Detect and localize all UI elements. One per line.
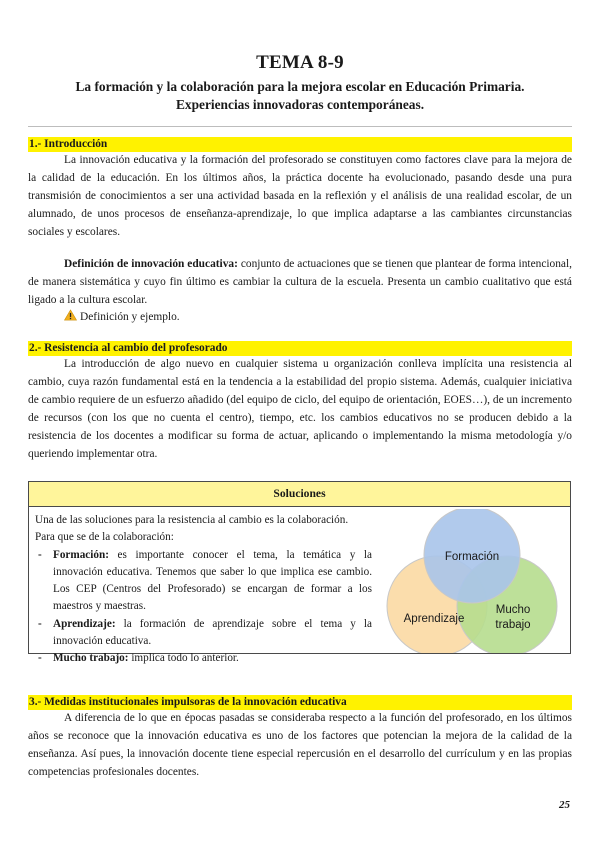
solution-term-mucho-trabajo: Mucho trabajo: [53,652,129,665]
venn-label-aprendizaje: Aprendizaje [403,613,465,625]
page-number: 25 [559,799,570,811]
subtitle-line-2: Experiencias innovadoras contemporáneas. [175,97,425,112]
solutions-intro-2: Para que se de la colaboración: [35,531,174,544]
section-heading-measures: 3.- Medidas institucionales impulsoras de la innovación educativa [28,695,572,710]
intro-paragraph [28,151,572,241]
warning-note [28,308,572,326]
measures-paragraph [28,709,572,781]
solutions-list-item [35,547,372,616]
venn-label-trabajo: trabajo [495,619,531,631]
solutions-list-item [35,650,372,667]
section-heading-introduction: 1.- Introducción [28,137,572,152]
resistance-paragraph-text: La introducción de algo nuevo en cualquier sistema u organización conlleva implícita una resistencia al cambio, cuya razón fundamental está en la tendencia a la estabilidad del propio sistema. Además, cualquier iniciativa de cambio requiere de un esfuerzo añadido (del equipo de ciclo, del equipo de orientación, EOES…), de un incremento de recursos (con los que no cuenta el centro), tiempo, etc. los cambios educativos no se producen debido a la resistencia de los docentes a modificar su forma de actuar, aplicando o implementando la misma metodología y/o queriendo implementar otra. [28,358,572,461]
solutions-text [35,512,372,668]
warning-icon [64,309,77,321]
warning-note-text: Definición y ejemplo. [80,311,180,323]
definition-paragraph [28,255,572,309]
solutions-heading: Soluciones [29,482,570,507]
page-title: TEMA 8-9 [256,52,344,73]
subtitle-line-1: La formación y la colaboración para la mejora escolar en Educación Primaria. [75,79,525,94]
solutions-box [28,481,571,665]
solution-term-formacion: Formación: [53,548,109,561]
intro-paragraph-text: La innovación educativa y la formación del profesorado se constituyen como factores clave para la mejora de la calidad de la educación. En los últimos años, la práctica docente ha evolucionado, pasando desde una pura transmisión de conocimientos a ser una actividad basada en la reflexión y el análisis de una realidad escolar, de un alumnado, de unos procesos de enseñanza-aprendizaje, lo que implica adaptarse a las cambiantes circunstancias sociales y escolares. [28,154,572,239]
venn-label-formacion: Formación [444,551,500,563]
solutions-list [35,547,372,668]
resistance-paragraph [28,355,572,464]
venn-diagram [374,509,570,653]
page-subtitle [40,78,560,114]
solutions-list-item [35,616,372,651]
solution-text-mucho-trabajo: implica todo lo anterior. [128,652,239,665]
section-heading-resistance: 2.- Resistencia al cambio del profesorado [28,341,572,356]
solution-text-aprendizaje: la formación de aprendizaje sobre el tema y la innovación educativa. [53,617,372,648]
definition-term: Definición de innovación educativa: [64,258,238,270]
venn-label-mucho: Mucho [495,604,531,616]
solutions-intro-1: Una de las soluciones para la resistencia al cambio es la colaboración. [35,514,349,526]
definition-text: conjunto de actuaciones que se tienen que plantear de forma intencional, de manera sistemática y cuyo fin último es cambiar la cultura de la escuela. Presenta un cambio cualitativo que está ligado a la cultura escolar. [28,258,572,307]
solution-term-aprendizaje: Aprendizaje: [53,617,116,630]
title-divider [28,126,572,127]
measures-paragraph-text: A diferencia de lo que en épocas pasadas se consideraba respecto a la función del profesorado, en los últimos años se reconoce que la innovación educativa es uno de los factores que potencian la mejora de la calidad de la enseñanza. Así pues, la innovación docente tiene especial repercusión en el desarrollo del currículum y en las propias competencias profesionales docentes. [28,712,572,779]
solution-text-formacion: es importante conocer el tema, la temática y la innovación educativa. Tenemos que saber lo que implica ese cambio. Los CEP (Centros del Profesorado) se encargan de formar a los maestros y maestras. [53,548,372,613]
